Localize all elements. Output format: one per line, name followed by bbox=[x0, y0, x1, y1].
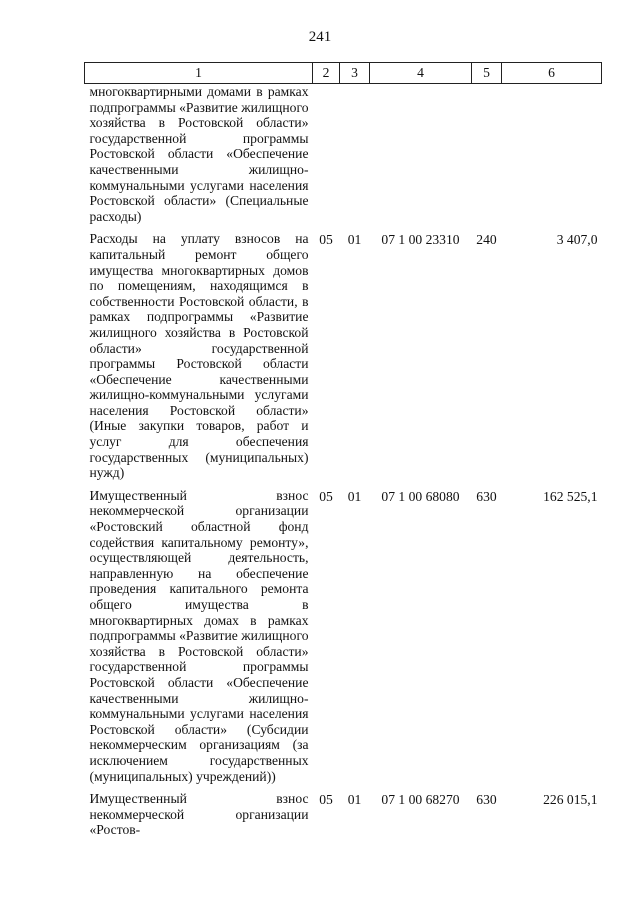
row-pr bbox=[340, 84, 370, 225]
table-body bbox=[85, 84, 602, 838]
row-pr: 01 bbox=[347, 792, 362, 808]
row-vr: 240 bbox=[476, 232, 497, 248]
table-row bbox=[85, 84, 602, 225]
row-vr: 630 bbox=[476, 792, 497, 808]
row-description: Расходы на уплату взносов на капитальный ремонт общего имущества многоквартирных домов по помещениям, находящимся в собственности Ростовской области, в рамках подпрограммы «Развитие жилищного хозяйства в Ростовской области» государственной программы Ростовской области «Обеспечение качественными жилищно-коммунальными услугами населения Ростовской области» (Иные закупки товаров, работ и услуг для обеспечения государственных (муниципальных) нужд) bbox=[89, 231, 309, 481]
row-amount: 3 407,0 bbox=[556, 232, 598, 248]
row-amount: 226 015,1 bbox=[543, 792, 598, 808]
budget-table bbox=[84, 62, 602, 838]
row-csr: 07 1 00 23310 bbox=[381, 232, 460, 248]
table-header bbox=[85, 63, 602, 84]
row-pr: 01 bbox=[347, 232, 362, 248]
page-number: 241 bbox=[308, 29, 332, 45]
row-csr: 07 1 00 68270 bbox=[381, 792, 460, 808]
row-csr: 07 1 00 68080 bbox=[381, 488, 460, 504]
header-row bbox=[85, 63, 602, 84]
row-amount: 162 525,1 bbox=[543, 488, 598, 504]
row-vr bbox=[472, 84, 502, 225]
row-rz bbox=[313, 84, 340, 225]
row-vr: 630 bbox=[476, 488, 497, 504]
header-col-5: 5 bbox=[472, 63, 502, 84]
header-col-6: 6 bbox=[502, 63, 602, 84]
row-amount bbox=[502, 84, 602, 225]
row-description: многоквартирными домами в рамках подпрограммы «Развитие жилищного хозяйства в Ростовской области» государственной программы Ростовской области «Обеспечение качественными жилищно-коммунальными услугами населения Ростовской области» (Специальные расходы) bbox=[89, 84, 309, 224]
table-row bbox=[85, 784, 602, 838]
header-col-4: 4 bbox=[370, 63, 472, 84]
row-description: Имущественный взнос некоммерческой организации «Ростов- bbox=[89, 791, 309, 838]
row-pr: 01 bbox=[347, 488, 362, 504]
row-rz: 05 bbox=[319, 488, 333, 504]
header-col-3: 3 bbox=[340, 63, 370, 84]
row-rz: 05 bbox=[319, 792, 333, 808]
table-row bbox=[85, 224, 602, 481]
header-col-1: 1 bbox=[85, 63, 313, 84]
row-csr bbox=[370, 84, 472, 225]
header-col-2: 2 bbox=[313, 63, 340, 84]
row-description: Имущественный взнос некоммерческой организации «Ростовский областной фонд содействия капитальному ремонту», осуществляющей деятельность, направленную на обеспечение проведения капитального ремонта общего имущества в многоквартирных домах в рамках подпрограммы «Развитие жилищного хозяйства в Ростовской области» государственной программы Ростовской области «Обеспечение качественными жилищно-коммунальными услугами населения Ростовской области» (Субсидии некоммерческим организациям (за исключением государственных (муниципальных) учреждений)) bbox=[89, 487, 309, 784]
table-row bbox=[85, 481, 602, 784]
row-rz: 05 bbox=[319, 232, 333, 248]
